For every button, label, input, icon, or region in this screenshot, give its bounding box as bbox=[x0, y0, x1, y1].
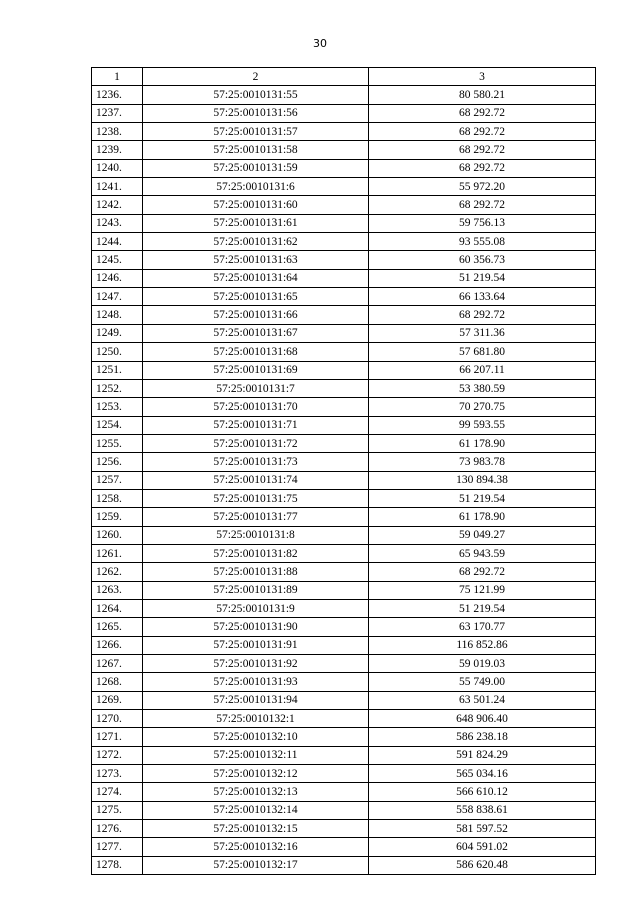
cadastral-number-cell: 57:25:0010132:10 bbox=[143, 728, 369, 746]
cadastral-number-cell: 57:25:0010131:82 bbox=[143, 544, 369, 562]
cadastral-number-cell: 57:25:0010131:94 bbox=[143, 691, 369, 709]
cadastral-value-cell: 591 824.29 bbox=[369, 746, 596, 764]
row-number-cell: 1241. bbox=[92, 178, 143, 196]
cadastral-value-cell: 130 894.38 bbox=[369, 471, 596, 489]
cadastral-number-cell: 57:25:0010131:64 bbox=[143, 269, 369, 287]
row-number-cell: 1247. bbox=[92, 288, 143, 306]
table-row bbox=[92, 123, 596, 141]
cadastral-number-cell: 57:25:0010131:72 bbox=[143, 434, 369, 452]
table-row bbox=[92, 563, 596, 581]
cadastral-value-cell: 80 580.21 bbox=[369, 86, 596, 104]
table-row bbox=[92, 838, 596, 856]
cadastral-value-cell: 65 943.59 bbox=[369, 544, 596, 562]
table-row bbox=[92, 471, 596, 489]
cadastral-value-cell: 57 311.36 bbox=[369, 324, 596, 342]
cadastral-number-cell: 57:25:0010131:73 bbox=[143, 453, 369, 471]
cadastral-value-cell: 68 292.72 bbox=[369, 159, 596, 177]
table-row bbox=[92, 453, 596, 471]
cadastral-number-cell: 57:25:0010131:75 bbox=[143, 489, 369, 507]
cadastral-number-cell: 57:25:0010131:74 bbox=[143, 471, 369, 489]
table-row bbox=[92, 324, 596, 342]
cadastral-value-cell: 566 610.12 bbox=[369, 783, 596, 801]
cadastral-number-cell: 57:25:0010132:1 bbox=[143, 710, 369, 728]
cadastral-value-cell: 59 756.13 bbox=[369, 214, 596, 232]
cadastral-number-cell: 57:25:0010131:61 bbox=[143, 214, 369, 232]
cadastral-number-cell: 57:25:0010132:14 bbox=[143, 801, 369, 819]
row-number-cell: 1273. bbox=[92, 765, 143, 783]
cadastral-number-cell: 57:25:0010131:58 bbox=[143, 141, 369, 159]
row-number-cell: 1269. bbox=[92, 691, 143, 709]
table-row bbox=[92, 526, 596, 544]
cadastral-number-cell: 57:25:0010131:65 bbox=[143, 288, 369, 306]
cadastral-number-cell: 57:25:0010131:77 bbox=[143, 508, 369, 526]
row-number-cell: 1245. bbox=[92, 251, 143, 269]
cadastral-value-cell: 51 219.54 bbox=[369, 269, 596, 287]
row-number-cell: 1265. bbox=[92, 618, 143, 636]
row-number-cell: 1278. bbox=[92, 856, 143, 874]
cadastral-number-cell: 57:25:0010132:12 bbox=[143, 765, 369, 783]
table-row bbox=[92, 691, 596, 709]
table-row bbox=[92, 765, 596, 783]
row-number-cell: 1262. bbox=[92, 563, 143, 581]
cadastral-value-cell: 68 292.72 bbox=[369, 123, 596, 141]
cadastral-value-cell: 99 593.55 bbox=[369, 416, 596, 434]
cadastral-number-cell: 57:25:0010131:67 bbox=[143, 324, 369, 342]
cadastral-number-cell: 57:25:0010131:59 bbox=[143, 159, 369, 177]
cadastral-number-cell: 57:25:0010131:55 bbox=[143, 86, 369, 104]
cadastral-value-cell: 604 591.02 bbox=[369, 838, 596, 856]
row-number-cell: 1252. bbox=[92, 379, 143, 397]
table-row bbox=[92, 783, 596, 801]
row-number-cell: 1253. bbox=[92, 398, 143, 416]
table-row bbox=[92, 398, 596, 416]
row-number-cell: 1251. bbox=[92, 361, 143, 379]
cadastral-number-cell: 57:25:0010131:66 bbox=[143, 306, 369, 324]
cadastral-number-cell: 57:25:0010131:63 bbox=[143, 251, 369, 269]
cadastral-value-cell: 53 380.59 bbox=[369, 379, 596, 397]
table-row bbox=[92, 544, 596, 562]
row-number-cell: 1254. bbox=[92, 416, 143, 434]
cadastral-number-cell: 57:25:0010131:6 bbox=[143, 178, 369, 196]
cadastral-number-cell: 57:25:0010131:88 bbox=[143, 563, 369, 581]
table-row bbox=[92, 489, 596, 507]
cadastral-number-cell: 57:25:0010132:15 bbox=[143, 820, 369, 838]
cadastral-value-cell: 66 133.64 bbox=[369, 288, 596, 306]
row-number-cell: 1275. bbox=[92, 801, 143, 819]
table-row bbox=[92, 416, 596, 434]
cadastral-number-cell: 57:25:0010132:17 bbox=[143, 856, 369, 874]
table-row bbox=[92, 618, 596, 636]
cadastral-value-cell: 60 356.73 bbox=[369, 251, 596, 269]
cadastral-value-cell: 59 019.03 bbox=[369, 655, 596, 673]
row-number-cell: 1260. bbox=[92, 526, 143, 544]
table-row bbox=[92, 178, 596, 196]
cadastral-value-cell: 581 597.52 bbox=[369, 820, 596, 838]
table-row bbox=[92, 361, 596, 379]
cadastral-value-table bbox=[91, 67, 596, 875]
table-body bbox=[92, 86, 596, 875]
row-number-cell: 1277. bbox=[92, 838, 143, 856]
row-number-cell: 1268. bbox=[92, 673, 143, 691]
table-row bbox=[92, 655, 596, 673]
row-number-cell: 1276. bbox=[92, 820, 143, 838]
cadastral-value-cell: 75 121.99 bbox=[369, 581, 596, 599]
row-number-cell: 1249. bbox=[92, 324, 143, 342]
table-row bbox=[92, 508, 596, 526]
cadastral-number-cell: 57:25:0010131:71 bbox=[143, 416, 369, 434]
cadastral-number-cell: 57:25:0010131:89 bbox=[143, 581, 369, 599]
cadastral-value-cell: 51 219.54 bbox=[369, 599, 596, 617]
cadastral-value-cell: 66 207.11 bbox=[369, 361, 596, 379]
cadastral-number-cell: 57:25:0010131:90 bbox=[143, 618, 369, 636]
cadastral-value-cell: 51 219.54 bbox=[369, 489, 596, 507]
table-row bbox=[92, 269, 596, 287]
column-header-2: 2 bbox=[143, 68, 369, 86]
cadastral-value-cell: 68 292.72 bbox=[369, 563, 596, 581]
row-number-cell: 1239. bbox=[92, 141, 143, 159]
table-row bbox=[92, 196, 596, 214]
cadastral-number-cell: 57:25:0010131:60 bbox=[143, 196, 369, 214]
cadastral-value-cell: 565 034.16 bbox=[369, 765, 596, 783]
table-row bbox=[92, 343, 596, 361]
row-number-cell: 1264. bbox=[92, 599, 143, 617]
row-number-cell: 1266. bbox=[92, 636, 143, 654]
table-row bbox=[92, 599, 596, 617]
cadastral-number-cell: 57:25:0010131:62 bbox=[143, 233, 369, 251]
row-number-cell: 1240. bbox=[92, 159, 143, 177]
table-row bbox=[92, 86, 596, 104]
table-row bbox=[92, 728, 596, 746]
row-number-cell: 1246. bbox=[92, 269, 143, 287]
cadastral-number-cell: 57:25:0010131:69 bbox=[143, 361, 369, 379]
row-number-cell: 1274. bbox=[92, 783, 143, 801]
row-number-cell: 1237. bbox=[92, 104, 143, 122]
cadastral-value-cell: 586 238.18 bbox=[369, 728, 596, 746]
table-row bbox=[92, 288, 596, 306]
cadastral-value-cell: 116 852.86 bbox=[369, 636, 596, 654]
table-row bbox=[92, 710, 596, 728]
cadastral-number-cell: 57:25:0010132:11 bbox=[143, 746, 369, 764]
cadastral-number-cell: 57:25:0010131:8 bbox=[143, 526, 369, 544]
table-row bbox=[92, 141, 596, 159]
cadastral-value-cell: 61 178.90 bbox=[369, 434, 596, 452]
cadastral-value-cell: 70 270.75 bbox=[369, 398, 596, 416]
table-row bbox=[92, 233, 596, 251]
table-row bbox=[92, 581, 596, 599]
cadastral-value-cell: 93 555.08 bbox=[369, 233, 596, 251]
page-number: 30 bbox=[313, 37, 327, 50]
row-number-cell: 1271. bbox=[92, 728, 143, 746]
cadastral-number-cell: 57:25:0010132:13 bbox=[143, 783, 369, 801]
table-row bbox=[92, 306, 596, 324]
table-row bbox=[92, 104, 596, 122]
cadastral-value-cell: 63 501.24 bbox=[369, 691, 596, 709]
table-row bbox=[92, 214, 596, 232]
cadastral-value-cell: 68 292.72 bbox=[369, 196, 596, 214]
row-number-cell: 1272. bbox=[92, 746, 143, 764]
cadastral-number-cell: 57:25:0010131:9 bbox=[143, 599, 369, 617]
cadastral-value-cell: 68 292.72 bbox=[369, 104, 596, 122]
cadastral-value-cell: 59 049.27 bbox=[369, 526, 596, 544]
row-number-cell: 1270. bbox=[92, 710, 143, 728]
cadastral-value-cell: 55 749.00 bbox=[369, 673, 596, 691]
table-row bbox=[92, 251, 596, 269]
table-row bbox=[92, 434, 596, 452]
row-number-cell: 1263. bbox=[92, 581, 143, 599]
row-number-cell: 1236. bbox=[92, 86, 143, 104]
cadastral-value-cell: 558 838.61 bbox=[369, 801, 596, 819]
cadastral-number-cell: 57:25:0010131:56 bbox=[143, 104, 369, 122]
cadastral-number-cell: 57:25:0010131:57 bbox=[143, 123, 369, 141]
row-number-cell: 1243. bbox=[92, 214, 143, 232]
row-number-cell: 1238. bbox=[92, 123, 143, 141]
cadastral-value-cell: 648 906.40 bbox=[369, 710, 596, 728]
row-number-cell: 1250. bbox=[92, 343, 143, 361]
cadastral-number-cell: 57:25:0010132:16 bbox=[143, 838, 369, 856]
row-number-cell: 1248. bbox=[92, 306, 143, 324]
column-header-3: 3 bbox=[369, 68, 596, 86]
row-number-cell: 1255. bbox=[92, 434, 143, 452]
row-number-cell: 1257. bbox=[92, 471, 143, 489]
cadastral-number-cell: 57:25:0010131:70 bbox=[143, 398, 369, 416]
cadastral-number-cell: 57:25:0010131:92 bbox=[143, 655, 369, 673]
cadastral-value-cell: 586 620.48 bbox=[369, 856, 596, 874]
table-row bbox=[92, 820, 596, 838]
row-number-cell: 1259. bbox=[92, 508, 143, 526]
row-number-cell: 1267. bbox=[92, 655, 143, 673]
cadastral-number-cell: 57:25:0010131:68 bbox=[143, 343, 369, 361]
cadastral-number-cell: 57:25:0010131:7 bbox=[143, 379, 369, 397]
row-number-cell: 1261. bbox=[92, 544, 143, 562]
table-row bbox=[92, 379, 596, 397]
row-number-cell: 1242. bbox=[92, 196, 143, 214]
table-row bbox=[92, 673, 596, 691]
row-number-cell: 1256. bbox=[92, 453, 143, 471]
cadastral-value-cell: 55 972.20 bbox=[369, 178, 596, 196]
cadastral-value-cell: 57 681.80 bbox=[369, 343, 596, 361]
row-number-cell: 1244. bbox=[92, 233, 143, 251]
row-number-cell: 1258. bbox=[92, 489, 143, 507]
cadastral-value-cell: 61 178.90 bbox=[369, 508, 596, 526]
cadastral-value-cell: 68 292.72 bbox=[369, 306, 596, 324]
cadastral-value-cell: 68 292.72 bbox=[369, 141, 596, 159]
table-header-row bbox=[92, 68, 596, 86]
cadastral-number-cell: 57:25:0010131:93 bbox=[143, 673, 369, 691]
cadastral-number-cell: 57:25:0010131:91 bbox=[143, 636, 369, 654]
table-row bbox=[92, 636, 596, 654]
table-row bbox=[92, 801, 596, 819]
table-row bbox=[92, 856, 596, 874]
table-row bbox=[92, 746, 596, 764]
cadastral-value-cell: 73 983.78 bbox=[369, 453, 596, 471]
cadastral-value-cell: 63 170.77 bbox=[369, 618, 596, 636]
table-row bbox=[92, 159, 596, 177]
column-header-1: 1 bbox=[92, 68, 143, 86]
